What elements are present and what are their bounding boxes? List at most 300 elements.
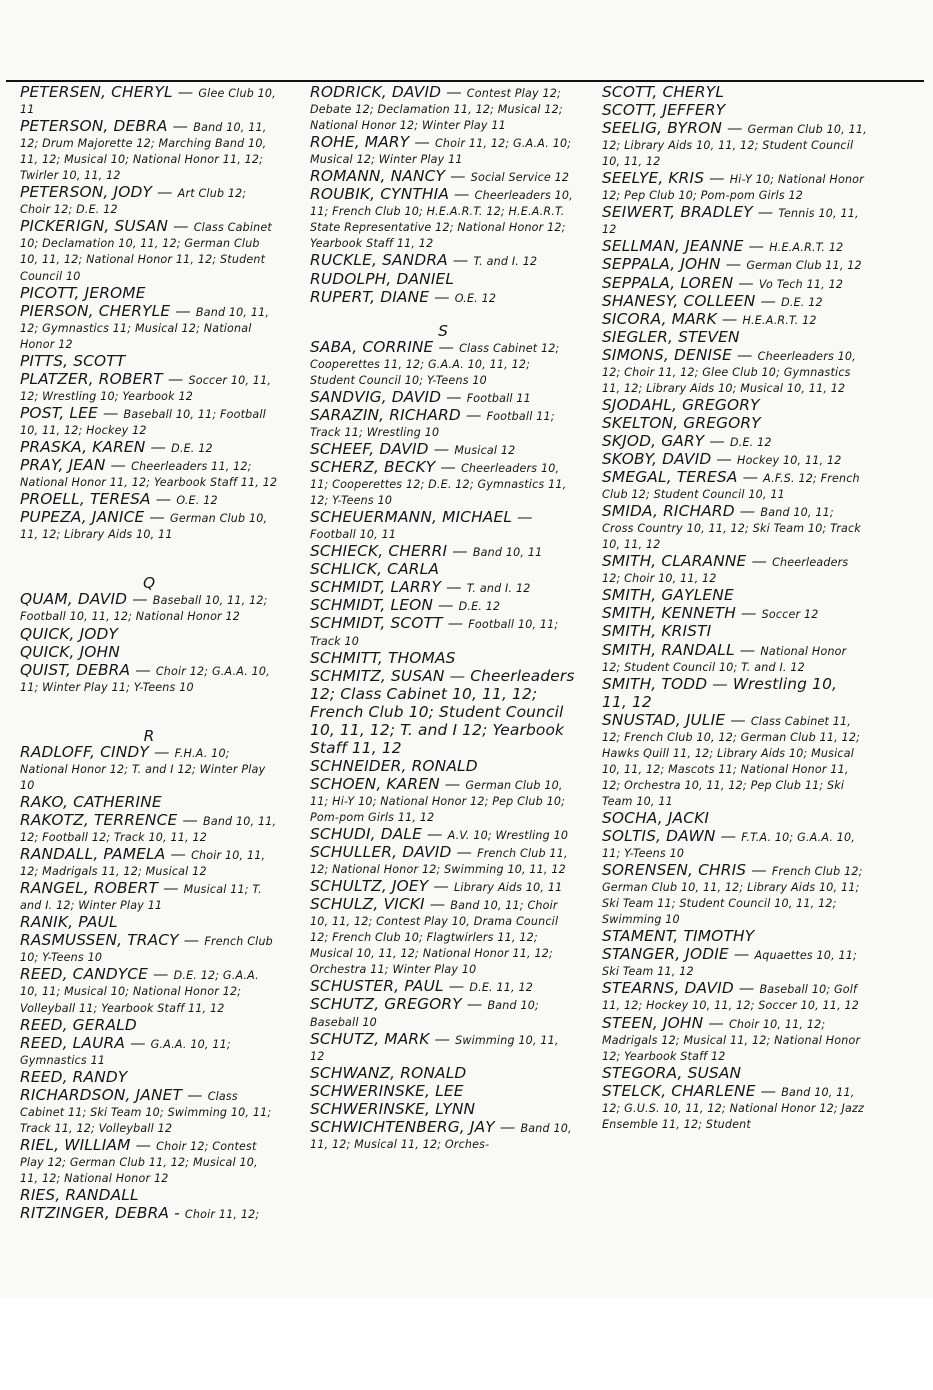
student-name: SCHUDI, DALE	[310, 825, 423, 844]
name-separator: —	[148, 742, 175, 761]
student-activities: Cheerleaders 10, 12; Choir 11, 12; Glee Club 10; Gymnastics 11, 12; Library Aids 10; Musical 10, 11, 12	[602, 349, 856, 395]
name-separator: —	[422, 825, 448, 844]
student-entry	[310, 650, 576, 668]
name-separator: —	[182, 1085, 208, 1104]
column-1	[20, 84, 278, 1223]
student-name: QUICK, JODY	[20, 624, 119, 643]
column-2	[310, 84, 576, 1153]
student-activities: Soccer 10, 11, 12; Wrestling 10; Yearbook 12	[20, 373, 272, 403]
student-entry	[20, 662, 278, 696]
student-name: REED, GERALD	[20, 1015, 137, 1034]
student-name: SCHWERINSKE, LEE	[310, 1081, 464, 1100]
student-activities: Band 10, 11	[472, 546, 543, 560]
student-entry	[310, 84, 576, 134]
student-entry	[20, 371, 278, 405]
student-entry	[310, 441, 576, 459]
section-letter: Q	[142, 574, 156, 593]
student-activities: Class Cabinet 11; Ski Team 10; Swimming 10, 11; Track 11, 12; Volleyball 12	[20, 1089, 272, 1135]
student-name: SKOBY, DAVID	[602, 449, 712, 468]
student-entry	[602, 293, 867, 311]
name-separator: -	[169, 1204, 185, 1223]
student-name: PETERSON, JODY	[20, 183, 153, 202]
student-name: STEGORA, SUSAN	[602, 1063, 742, 1082]
student-entry	[602, 102, 867, 120]
student-name: SCHMITT, THOMAS	[310, 648, 456, 667]
student-name: RANGEL, ROBERT	[20, 879, 159, 898]
student-name: SMITH, GAYLENE	[602, 586, 734, 605]
student-name: SEPPALA, LOREN	[602, 273, 734, 292]
student-entry	[20, 846, 278, 880]
student-entry	[602, 1015, 867, 1065]
student-entry	[310, 389, 576, 407]
student-activities: Musical 11; T. and I. 12; Winter Play 11	[20, 883, 262, 913]
student-entry	[310, 271, 576, 289]
name-separator: —	[130, 660, 156, 679]
student-activities: German Club 10, 11, 12; Library Aids 10, 11, 12; Student Council 10, 11, 12	[602, 123, 867, 169]
student-entry	[602, 980, 867, 1014]
student-name: SCHMIDT, LEON	[310, 596, 433, 615]
name-separator: —	[733, 979, 760, 998]
student-name: REED, RANDY	[20, 1067, 128, 1086]
student-entry	[20, 491, 278, 509]
student-entry	[20, 353, 278, 371]
name-separator: —	[444, 666, 471, 685]
name-separator: —	[428, 877, 454, 896]
student-name: SEELIG, BYRON	[602, 119, 723, 138]
student-activities: Hi-Y 10; National Honor 12; Pep Club 10; Pom-pom Girls 12	[602, 173, 864, 203]
student-activities: T. and I. 12	[473, 255, 538, 269]
name-separator: —	[178, 931, 205, 950]
student-entry	[20, 1035, 278, 1069]
student-entry	[20, 405, 278, 439]
student-entry	[602, 1065, 867, 1083]
student-name: SCHULLER, DAVID	[310, 843, 452, 862]
student-name: SKELTON, GREGORY	[602, 413, 761, 432]
name-separator: —	[443, 977, 470, 996]
student-name: SCHMITZ, SUSAN	[310, 666, 445, 685]
student-entry	[20, 457, 278, 491]
name-separator: —	[447, 251, 474, 270]
student-name: PETERSEN, CHERYL	[20, 84, 173, 101]
student-activities: German Club 11, 12	[746, 259, 862, 273]
name-separator: —	[409, 133, 435, 152]
student-activities: Aquaettes 10, 11; Ski Team 11, 12	[602, 949, 857, 979]
student-entry	[20, 794, 278, 812]
student-entry	[310, 1101, 576, 1119]
name-separator: —	[711, 449, 738, 468]
student-entry	[602, 1083, 867, 1133]
student-name: RUPERT, DIANE	[310, 287, 430, 306]
student-name: STEEN, JOHN	[602, 1013, 704, 1032]
student-entry	[20, 118, 278, 184]
name-separator: —	[716, 309, 743, 328]
name-separator: —	[442, 614, 469, 633]
student-name: REED, CANDYCE	[20, 965, 148, 984]
student-activities: Tennis 10, 11, 12	[602, 207, 859, 237]
student-entry	[602, 84, 867, 102]
student-name: SCOTT, CHERYL	[602, 84, 725, 101]
student-activities: Soccer 12	[761, 608, 819, 622]
student-activities: German Club 10, 11, 12; Library Aids 10, 11	[20, 512, 268, 542]
name-separator: —	[435, 458, 461, 477]
student-name: SELLMAN, JEANNE	[602, 237, 744, 256]
name-separator: —	[167, 117, 194, 136]
student-entry	[310, 1031, 576, 1065]
student-entry	[310, 844, 576, 878]
student-name: SCHULZ, VICKI	[310, 895, 425, 914]
student-name: SEIWERT, BRADLEY	[602, 203, 753, 222]
student-name: QUIST, DEBRA	[20, 660, 131, 679]
student-name: PITTS, SCOTT	[20, 351, 126, 370]
student-activities: H.E.A.R.T. 12	[742, 313, 817, 327]
student-entry	[20, 1187, 278, 1205]
student-activities: Football 11; Track 11; Wrestling 10	[310, 409, 555, 439]
student-activities: National Honor 12; Student Council 10; T. and I. 12	[602, 644, 847, 674]
name-separator: —	[461, 995, 488, 1014]
student-activities: Hockey 10, 11, 12	[737, 453, 842, 467]
student-name: SMITH, RANDALL	[602, 640, 735, 659]
student-activities: D.E. 12	[458, 600, 501, 614]
student-entry	[20, 914, 278, 932]
student-name: SMITH, KENNETH	[602, 604, 736, 623]
student-entry	[602, 469, 867, 503]
student-name: ROHE, MARY	[310, 133, 410, 152]
name-separator: —	[147, 965, 174, 984]
student-entry	[310, 978, 576, 996]
student-entry	[20, 744, 278, 794]
student-entry	[310, 561, 576, 579]
student-name: RIES, RANDALL	[20, 1186, 139, 1205]
student-activities: Library Aids 10, 11	[453, 881, 563, 895]
student-name: SABA, CORRINE	[310, 337, 434, 356]
student-name: SCHMIDT, SCOTT	[310, 614, 443, 633]
student-entry	[20, 626, 278, 644]
student-entry	[20, 439, 278, 457]
student-name: SIMONS, DENISE	[602, 345, 732, 364]
student-name: SHANESY, COLLEEN	[602, 291, 756, 310]
student-activities: Class Cabinet 12; Cooperettes 11, 12; G.A.A. 10, 11, 12; Student Council 10; Y-Teens 10	[310, 341, 560, 387]
name-separator: —	[152, 183, 178, 202]
student-entry	[20, 1205, 278, 1223]
student-activities: Band 10; Baseball 10	[310, 999, 539, 1029]
name-separator: —	[720, 255, 747, 274]
name-separator: —	[449, 185, 475, 204]
name-separator: —	[755, 1081, 782, 1100]
student-name: SCHUTZ, MARK	[310, 1029, 430, 1048]
student-activities: Band 10, 11; Choir 10, 11, 12; Contest Play 10, Drama Council 12; French Club 10; Flagtwirlers 11, 12; Musical 10, 11, 12; National Honor 11, 12; Orchestra 11; Winter Play 10	[310, 899, 559, 977]
student-name: PUPEZA, JANICE	[20, 508, 145, 527]
student-name: SICORA, MARK	[602, 309, 717, 328]
footer-band	[0, 1298, 933, 1390]
student-name: QUICK, JOHN	[20, 642, 120, 661]
student-activities: Football 11	[466, 391, 531, 405]
student-name: SCHERZ, BECKY	[310, 458, 436, 477]
student-name: ROUBIK, CYNTHIA	[310, 185, 449, 204]
student-entry	[310, 543, 576, 561]
student-name: PETERSON, DEBRA	[20, 117, 168, 136]
student-activities: Baseball 10; Golf 11, 12; Hockey 10, 11, 12; Soccer 10, 11, 12	[602, 983, 860, 1013]
name-separator: —	[733, 273, 759, 292]
student-name: SANDVIG, DAVID	[310, 387, 442, 406]
student-entry	[310, 1065, 576, 1083]
name-separator: —	[433, 596, 459, 615]
name-separator: —	[150, 490, 177, 509]
student-entry	[602, 238, 867, 256]
student-entry	[602, 120, 867, 170]
student-name: SEELYE, KRIS	[602, 169, 705, 188]
student-activities: Class Cabinet 10; Declamation 10, 11, 12; German Club 10, 11, 12; National Honor 11, 12; Student Council 10	[20, 221, 272, 283]
student-activities: A.V. 10; Wrestling 10	[447, 829, 569, 843]
name-separator: —	[441, 578, 467, 597]
student-activities: H.E.A.R.T. 12	[769, 241, 844, 255]
student-name: SMIDA, RICHARD	[602, 502, 735, 521]
student-name: SCHNEIDER, RONALD	[310, 756, 478, 775]
student-name: PICOTT, JEROME	[20, 283, 146, 302]
student-entry	[20, 880, 278, 914]
student-activities: German Club 10, 11; Hi-Y 10; National Honor 12; Pep Club 10; Pom-pom Girls 11, 12	[310, 778, 566, 824]
student-name: SOLTIS, DAWN	[602, 827, 716, 846]
student-entry	[602, 605, 867, 623]
student-activities: Band 10, 11, 12; Gymnastics 11; Musical 12; National Honor 12	[20, 305, 270, 351]
student-name: SCHUTZ, GREGORY	[310, 995, 462, 1014]
student-activities: Choir 10, 11, 12; Madrigals 12; Musical 11, 12; National Honor 12; Yearbook Staff 12	[602, 1017, 861, 1063]
student-entry	[20, 84, 278, 118]
student-name: STELCK, CHARLENE	[602, 1081, 756, 1100]
student-activities: Social Service 12	[470, 171, 570, 185]
student-activities: T. and I. 12	[466, 582, 531, 596]
student-name: STANGER, JODIE	[602, 945, 729, 964]
student-activities: Cheerleaders 11, 12; National Honor 11, 12; Yearbook Staff 11, 12	[20, 460, 278, 490]
student-entry	[602, 587, 867, 605]
student-name: STEARNS, DAVID	[602, 979, 734, 998]
student-entry	[602, 553, 867, 587]
student-name: SARAZIN, RICHARD	[310, 405, 461, 424]
student-entry	[602, 347, 867, 397]
student-activities: Art Club 12; Choir 12; D.E. 12	[20, 187, 247, 217]
student-entry	[602, 828, 867, 862]
student-entry	[310, 134, 576, 168]
student-activities: Football 10, 11	[310, 528, 397, 542]
student-name: PIERSON, CHERYLE	[20, 301, 171, 320]
name-separator: —	[725, 710, 751, 729]
student-name: REED, LAURA	[20, 1033, 126, 1052]
student-activities: Contest Play 12; Debate 12; Declamation 11, 12; Musical 12; National Honor 12; Winter Play 11	[310, 87, 563, 133]
student-name: PLATZER, ROBERT	[20, 369, 163, 388]
section-letter: S	[438, 321, 448, 340]
student-name: SEPPALA, JOHN	[602, 255, 721, 274]
student-name: ROMANN, NANCY	[310, 167, 446, 186]
student-activities: Vo Tech 11, 12	[758, 277, 844, 291]
student-entry	[602, 503, 867, 553]
student-activities: D.E. 12; G.A.A. 10, 11; Musical 10; National Honor 12; Volleyball 11; Yearbook Staff 11, 12	[20, 969, 259, 1015]
student-name: PROELL, TERESA	[20, 490, 151, 509]
student-activities: Cheerleaders 12; Class Cabinet 10, 11, 12; French Club 10; Student Council 10, 11, 12; T. and I 12; Yearbook Staff 11, 12	[310, 666, 575, 757]
student-activities: Choir 10, 11, 12; Madrigals 11, 12; Musical 12	[20, 849, 266, 879]
name-separator: —	[172, 84, 199, 101]
name-separator: —	[433, 337, 460, 356]
student-name: SMITH, KRISTI	[602, 622, 712, 641]
student-entry	[310, 339, 576, 389]
student-name: SCHWANZ, RONALD	[310, 1063, 467, 1082]
student-entry	[602, 415, 867, 433]
student-activities: Band 10, 11, 12; G.U.S. 10, 11, 12; National Honor 12; Jazz Ensemble 11, 12; Student	[602, 1085, 865, 1131]
student-entry	[310, 1119, 576, 1153]
student-entry	[310, 896, 576, 978]
name-separator: —	[127, 590, 153, 609]
student-entry	[310, 878, 576, 896]
student-entry	[602, 946, 867, 980]
student-entry	[310, 758, 576, 776]
student-name: SCHEEF, DAVID	[310, 439, 429, 458]
student-entry	[310, 252, 576, 270]
name-separator: —	[130, 1135, 157, 1154]
name-separator: —	[441, 387, 467, 406]
student-activities: F.H.A. 10; National Honor 12; T. and I 12; Winter Play 10	[20, 746, 266, 792]
name-separator: —	[722, 119, 748, 138]
name-separator: —	[460, 405, 487, 424]
column-3	[602, 84, 867, 1133]
name-separator: —	[144, 508, 171, 527]
student-activities: Baseball 10, 11; Football 10, 11, 12; Hockey 12	[20, 407, 266, 437]
student-name: SJODAHL, GREGORY	[602, 395, 760, 414]
student-name: SMITH, TODD	[602, 674, 708, 693]
student-activities: Choir 12; Contest Play 12; German Club 11, 12; Musical 10, 11, 12; National Honor 12	[20, 1139, 258, 1185]
student-activities: O.E. 12	[454, 291, 497, 305]
student-entry	[20, 218, 278, 284]
student-entry	[310, 826, 576, 844]
student-name: PICKERIGN, SUSAN	[20, 217, 169, 236]
student-name: RANIK, PAUL	[20, 913, 118, 932]
student-entry	[310, 668, 576, 758]
name-separator: —	[732, 345, 758, 364]
student-activities: Cheerleaders 10, 11; Cooperettes 12; D.E. 12; Gymnastics 11, 12; Y-Teens 10	[310, 462, 567, 508]
student-entry	[602, 397, 867, 415]
name-separator: —	[752, 203, 779, 222]
student-activities: Band 10, 11, 12; Football 12; Track 10, 11, 12	[20, 815, 277, 845]
name-separator: —	[707, 674, 733, 693]
student-activities: Choir 11, 12;	[184, 1208, 260, 1222]
name-separator: —	[715, 827, 742, 846]
student-activities: D.E. 12	[730, 435, 772, 449]
student-name: SCOTT, JEFFERY	[602, 101, 726, 120]
name-separator: —	[734, 502, 761, 521]
student-entry	[20, 1087, 278, 1137]
student-entry	[20, 1137, 278, 1187]
student-name: RADLOFF, CINDY	[20, 742, 149, 761]
student-name: SCHEUERMANN, MICHAEL	[310, 508, 513, 527]
student-name: SCHLICK, CARLA	[310, 560, 439, 579]
name-separator: —	[170, 301, 196, 320]
student-name: SORENSEN, CHRIS	[602, 861, 747, 880]
student-name: SOCHA, JACKI	[602, 808, 710, 827]
student-name: SKJOD, GARY	[602, 431, 705, 450]
student-entry	[310, 597, 576, 615]
student-entry	[310, 615, 576, 649]
student-activities: French Club 12; German Club 10, 11, 12; Library Aids 10, 11; Ski Team 11; Student Council 10, 11, 12; Swimming 10	[602, 865, 863, 927]
student-entry	[20, 509, 278, 543]
student-entry	[20, 932, 278, 966]
student-activities: D.E. 12	[781, 295, 823, 309]
student-entry	[310, 186, 576, 252]
student-activities: Swimming 10, 11, 12	[310, 1033, 559, 1063]
student-name: PRASKA, KAREN	[20, 437, 146, 456]
student-entry	[602, 676, 867, 712]
name-separator: —	[162, 369, 189, 388]
student-activities: A.F.S. 12; French Club 12; Student Council 10, 11	[602, 472, 860, 502]
student-name: POST, LEE	[20, 403, 98, 422]
student-name: SCHWICHTENBERG, JAY	[310, 1117, 495, 1136]
student-name: SCHOEN, KAREN	[310, 774, 440, 793]
student-activities: Choir 12; G.A.A. 10, 11; Winter Play 11; Y-Teens 10	[20, 664, 270, 694]
name-separator: —	[441, 84, 467, 101]
student-entry	[602, 712, 867, 810]
student-activities: D.E. 12	[171, 441, 213, 455]
name-separator: —	[746, 861, 772, 880]
name-separator: —	[451, 843, 478, 862]
student-name: SCHIECK, CHERRI	[310, 542, 448, 561]
student-name: RANDALL, PAMELA	[20, 845, 166, 864]
student-activities: Band 10, 11, 12; Musical 11, 12; Orches-	[310, 1121, 572, 1151]
student-entry	[602, 928, 867, 946]
name-separator: —	[737, 468, 764, 487]
student-entry	[310, 579, 576, 597]
student-name: RIEL, WILLIAM	[20, 1135, 131, 1154]
name-separator: —	[168, 217, 194, 236]
student-name: RASMUSSEN, TRACY	[20, 931, 179, 950]
student-name: RUDOLPH, DANIEL	[310, 269, 455, 288]
student-activities: Baseball 10, 11, 12; Football 10, 11, 12; National Honor 12	[20, 594, 268, 624]
student-activities: French Club 10; Y-Teens 10	[20, 935, 273, 965]
student-entry	[20, 184, 278, 218]
student-entry	[310, 776, 576, 826]
student-entry	[602, 642, 867, 676]
name-separator: —	[704, 431, 730, 450]
name-separator: —	[746, 552, 773, 571]
name-separator: —	[158, 879, 184, 898]
student-name: SCHUSTER, PAUL	[310, 977, 444, 996]
student-entry	[310, 168, 576, 186]
name-separator: —	[428, 439, 455, 458]
student-name: STAMENT, TIMOTHY	[602, 927, 755, 946]
student-entry	[20, 644, 278, 662]
student-activities: D.E. 11, 12	[469, 981, 533, 995]
student-entry	[602, 311, 867, 329]
name-separator: —	[105, 456, 132, 475]
student-entry	[20, 1069, 278, 1087]
student-name: SMEGAL, TERESA	[602, 468, 738, 487]
student-name: RAKOTZ, TERRENCE	[20, 811, 178, 830]
name-separator: —	[447, 542, 473, 561]
student-name: RUCKLE, SANDRA	[310, 251, 448, 270]
student-activities: Cheerleaders 12; Choir 10, 11, 12	[602, 556, 849, 586]
student-name: RAKO, CATHERINE	[20, 792, 162, 811]
top-rule	[6, 80, 924, 82]
name-separator: —	[424, 895, 451, 914]
name-separator: —	[97, 403, 124, 422]
student-entry	[310, 459, 576, 509]
name-separator: —	[703, 1013, 729, 1032]
student-entry	[20, 303, 278, 353]
student-entry	[310, 289, 576, 307]
student-activities: Football 10, 11; Track 10	[310, 618, 559, 648]
student-entry	[310, 1083, 576, 1101]
name-separator: —	[734, 640, 761, 659]
name-separator: —	[125, 1033, 151, 1052]
student-name: SCHMIDT, LARRY	[310, 578, 442, 597]
name-separator: —	[728, 945, 755, 964]
student-entry	[310, 407, 576, 441]
name-separator: —	[445, 167, 471, 186]
